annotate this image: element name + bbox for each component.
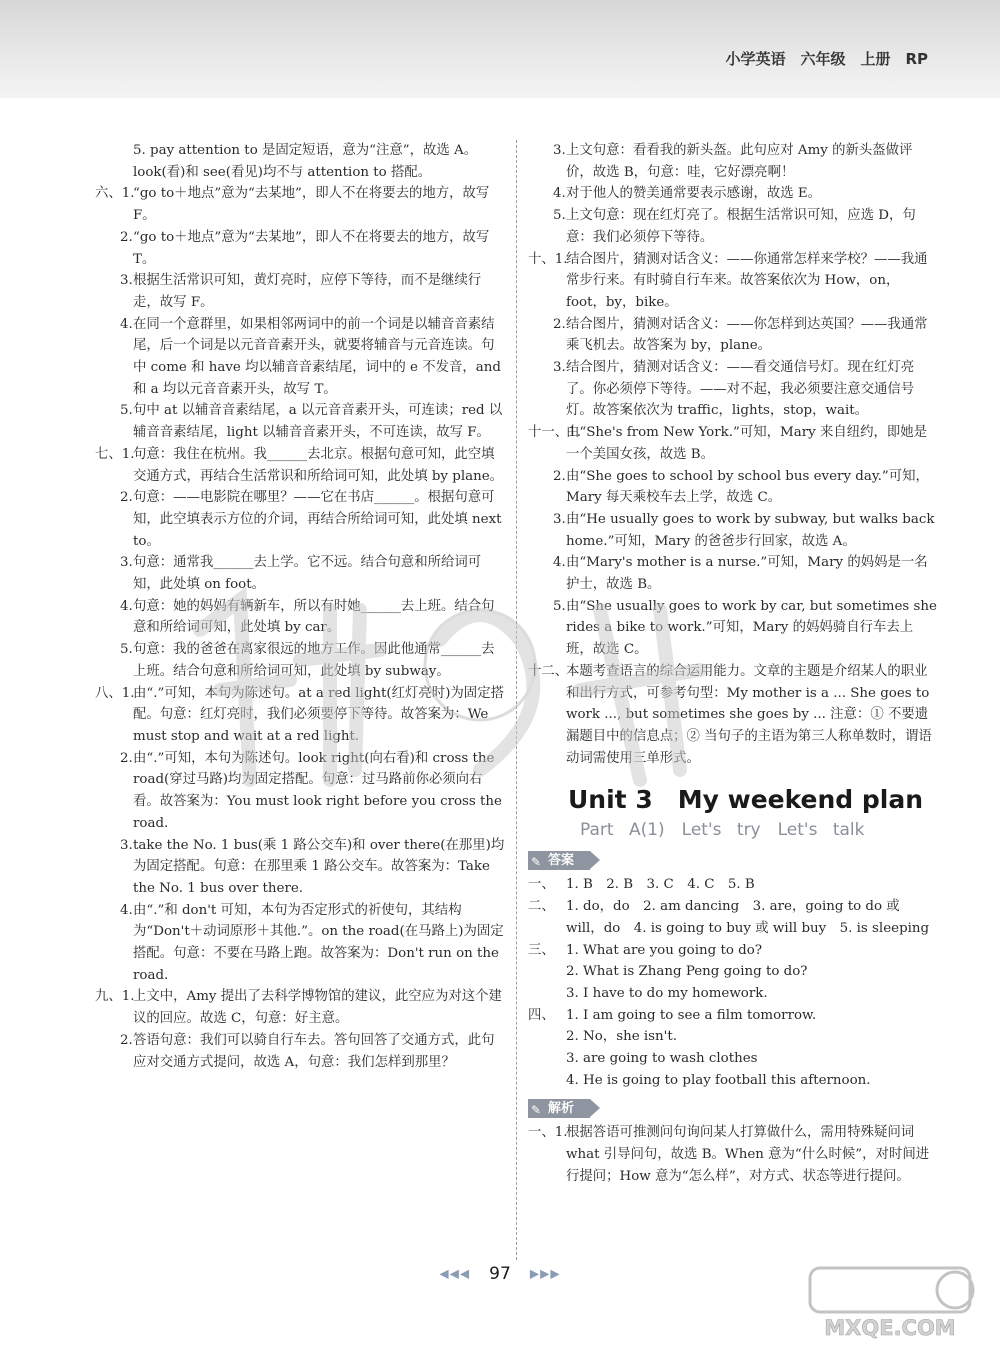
left-column bbox=[95, 140, 507, 1073]
list-item bbox=[95, 835, 507, 900]
item-text: 结合图片，猜测对话含义：——看交通信号灯。现在红灯亮了。你必须停下等待。——对不起，我必须要注意交通信号灯。故答案依次为 traffic，lights，stop，wait。 bbox=[566, 360, 915, 419]
list-item bbox=[95, 140, 507, 162]
list-item bbox=[528, 249, 938, 314]
list-item bbox=[95, 552, 507, 595]
list-item bbox=[95, 183, 507, 226]
item-text: 由“He usually goes to work by subway, but walks back home.”可知，Mary 的爸爸步行回家，故选 A。 bbox=[566, 511, 935, 549]
item-text: 句意：通常我______去上学。它不远。结合句意和所给词可知，此处填 on foot。 bbox=[133, 555, 482, 593]
list-item bbox=[528, 466, 938, 509]
item-number: 3. bbox=[120, 273, 133, 289]
item-text: 3. I have to do my homework. bbox=[566, 985, 768, 1001]
list-item bbox=[528, 509, 938, 552]
item-text: “go to＋地点”意为“去某地”，即人不在将要去的地方，故写 F。 bbox=[133, 186, 490, 224]
item-number: 5. bbox=[120, 403, 133, 419]
item-text: 答语句意：我们可以骑自行车去。答句回答了交通方式，此句应对交通方式提问，故选 A，句意：我们怎样到那里？ bbox=[133, 1032, 495, 1070]
item-number: 九、1. bbox=[95, 989, 135, 1005]
site-logo-mark-icon bbox=[790, 1260, 990, 1316]
list-item bbox=[528, 661, 938, 770]
item-number: 2. bbox=[553, 316, 566, 332]
list-item bbox=[528, 940, 938, 962]
list-item bbox=[528, 1070, 938, 1092]
item-text: 句意：——电影院在哪里？——它在书店______。根据句意可知，此空填表示方位的介词，再结合所给词可知，此处填 next to。 bbox=[133, 490, 502, 549]
item-text: 由“.”可知，本句为陈述句。look right(向右看)和 cross the road(穿过马路)均为固定搭配。句意：过马路前你必须向右看。故答案为：You must look right before you cross the road. bbox=[133, 750, 502, 831]
item-text: 句中 at 以辅音音素结尾，a 以元音音素开头，可连读；red 以辅音音素结尾，light 以辅音音素开头，不可连读，故写 F。 bbox=[133, 403, 503, 441]
list-item bbox=[528, 183, 938, 205]
item-number: 2. bbox=[120, 229, 133, 245]
answers-list bbox=[528, 874, 938, 1091]
item-number: 2. bbox=[553, 468, 566, 484]
item-text: 上文中，Amy 提出了去科学博物馆的建议，此空应为对这个建议的回应。故选 C，句意：好主意。 bbox=[133, 989, 502, 1027]
list-item bbox=[95, 1030, 507, 1073]
item-text: 上文句意：看看我的新头盔。此句应对 Amy 的新头盔做评价，故选 B，句意：哇，它好漂亮啊！ bbox=[566, 143, 913, 180]
item-number: 一、1. bbox=[528, 1125, 568, 1141]
list-item bbox=[95, 400, 507, 443]
item-number: 3. bbox=[120, 837, 133, 853]
analysis-tag-label: 解析 bbox=[548, 1101, 575, 1117]
site-logo bbox=[790, 1260, 990, 1340]
list-item bbox=[95, 748, 507, 835]
list-item bbox=[528, 205, 938, 248]
item-text: 由“She's from New York.”可知，Mary 来自纽约，即她是一个美国女孩，故选 B。 bbox=[566, 425, 928, 462]
list-item bbox=[528, 596, 938, 661]
analysis-list bbox=[528, 1122, 938, 1187]
header-title: 小学英语 六年级 上册 RP bbox=[725, 50, 928, 68]
right-column bbox=[528, 140, 938, 1188]
item-number: 4. bbox=[120, 598, 133, 614]
item-text: 结合图片，猜测对话含义：——你通常怎样来学校？——我通常步行来。有时骑自行车来。故答案依次为 How，on，foot，by，bike。 bbox=[566, 251, 928, 310]
prev-arrows-icon: ◀◀◀ bbox=[439, 1266, 471, 1281]
list-item bbox=[95, 270, 507, 313]
list-item bbox=[95, 683, 507, 748]
item-text: 1. do，do 2. am dancing 3. are，going to do 或 will，do 4. is going to buy 或 will buy 5. is sleeping bbox=[566, 899, 930, 936]
answers-tag-icon: ✎ bbox=[531, 855, 542, 870]
list-item bbox=[528, 874, 938, 896]
list-item bbox=[528, 1005, 938, 1027]
item-number: 2. bbox=[120, 490, 133, 506]
analysis-tag bbox=[528, 1099, 590, 1118]
item-text: 3. are going to wash clothes bbox=[566, 1051, 758, 1067]
item-text: 本题考查语言的综合运用能力。文章的主题是介绍某人的职业和出行方式，可参考句型：My mother is a ... She goes to work ..., but sometimes she goes by ... 注意：① 不要遗漏题目中的信息点；② 当句子的主语为第三人称单数时，谓语动词需使用三单形式。 bbox=[566, 663, 932, 766]
item-text: 1. I am going to see a film tomorrow. bbox=[566, 1007, 817, 1023]
site-logo-text: MXQE.COM bbox=[824, 1316, 956, 1340]
list-item bbox=[528, 961, 938, 983]
column-divider bbox=[516, 140, 517, 1260]
list-item bbox=[528, 552, 938, 595]
item-text: 上文句意：现在红灯亮了。根据生活常识可知，应选 D，句意：我们必须停下等待。 bbox=[566, 208, 916, 245]
item-number: 3. bbox=[553, 511, 566, 527]
item-number: 六、1. bbox=[95, 186, 135, 202]
list-item bbox=[528, 422, 938, 465]
item-text: look(看)和 see(看见)均不与 attention to 搭配。 bbox=[133, 164, 432, 180]
item-text: 句意：她的妈妈有辆新车，所以有时她______去上班。结合句意和所给词可知，此处填 by car。 bbox=[133, 598, 495, 636]
item-number: 一、 bbox=[528, 877, 555, 893]
item-number: 2. bbox=[120, 750, 133, 766]
page-number: 97 bbox=[489, 1263, 511, 1284]
next-arrows-icon: ▶▶▶ bbox=[529, 1266, 561, 1281]
item-number: 5. bbox=[553, 598, 566, 614]
item-text: 由“Mary's mother is a nurse.”可知，Mary 的妈妈是一名护士，故选 B。 bbox=[566, 555, 928, 593]
list-item bbox=[528, 896, 938, 939]
item-text: 1. B 2. B 3. C 4. C 5. B bbox=[566, 877, 755, 893]
item-text: 5. pay attention to 是固定短语，意为“注意”，故选 A。 bbox=[133, 143, 478, 158]
item-text: 对于他人的赞美通常要表示感谢，故选 E。 bbox=[566, 186, 822, 202]
item-text: 4. He is going to play football this afternoon. bbox=[566, 1072, 871, 1088]
list-item bbox=[95, 314, 507, 401]
item-text: 2. What is Zhang Peng going to do? bbox=[566, 964, 808, 980]
unit-title: Unit 3 My weekend plan bbox=[568, 785, 924, 815]
item-text: 句意：我的爸爸在离家很远的地方工作。因此他通常______去上班。结合句意和所给词可知，此处填 by subway。 bbox=[133, 642, 495, 679]
item-text: “go to＋地点”意为“去某地”，即人不在将要去的地方，故写 T。 bbox=[133, 229, 490, 267]
item-text: take the No. 1 bus(乘 1 路公交车)和 over there(在那里)均为固定搭配。句意：在那里乘 1 路公交车。故答案为：Take the No. 1 bus over there. bbox=[133, 837, 505, 896]
list-item bbox=[95, 900, 507, 987]
item-number: 2. bbox=[120, 1032, 133, 1048]
item-number: 七、1. bbox=[95, 446, 135, 462]
item-number: 5. bbox=[553, 208, 566, 224]
list-item bbox=[528, 1026, 938, 1048]
item-number: 十二、 bbox=[528, 663, 569, 679]
item-text: 由“She goes to school by school bus every day.”可知，Mary 每天乘校车去上学，故选 C。 bbox=[566, 468, 929, 506]
list-item bbox=[528, 1048, 938, 1070]
item-text: 由“.”可知，本句为陈述句。at a red light(红灯亮时)为固定搭配。句意：红灯亮时，我们必须要停下等待。故答案为：We must stop and wait at a red light. bbox=[133, 685, 504, 744]
list-item bbox=[95, 986, 507, 1029]
item-text: 结合图片，猜测对话含义：——你怎样到达英国？——我通常乘飞机去。故答案为 by，plane。 bbox=[566, 316, 928, 354]
item-number: 4. bbox=[120, 316, 133, 332]
item-number: 四、 bbox=[528, 1007, 555, 1023]
item-number: 4. bbox=[553, 186, 566, 202]
list-item bbox=[528, 1122, 938, 1187]
item-number: 4. bbox=[553, 555, 566, 571]
item-text: 句意：我住在杭州。我______去北京。根据句意可知，此空填交通方式，再结合生活常识和所给词可知，此处填 by plane。 bbox=[133, 446, 504, 484]
right-explanations bbox=[528, 140, 938, 769]
item-number: 5. bbox=[120, 642, 133, 658]
list-item bbox=[528, 983, 938, 1005]
item-number: 八、1. bbox=[95, 685, 135, 701]
item-text: 根据答语可推测问句询问某人打算做什么，需用特殊疑问词 what 引导问句，故选 B。When 意为“什么时候”，对时间进行提问；How 意为“怎么样”，对方式、状态等进行提问。 bbox=[566, 1125, 930, 1184]
item-text: 2. No，she isn't. bbox=[566, 1029, 677, 1045]
item-text: 1. What are you going to do? bbox=[566, 942, 762, 958]
item-number: 3. bbox=[120, 555, 133, 571]
list-item bbox=[95, 639, 507, 682]
list-item bbox=[528, 357, 938, 422]
answers-tag bbox=[528, 851, 590, 870]
list-item bbox=[528, 140, 938, 183]
item-number: 4. bbox=[120, 902, 133, 918]
list-item bbox=[95, 444, 507, 487]
item-number: 十、1. bbox=[528, 251, 568, 267]
part-subtitle: Part A(1) Let's try Let's talk bbox=[580, 820, 865, 841]
item-number: 3. bbox=[553, 360, 566, 376]
item-number: 二、 bbox=[528, 899, 555, 915]
answers-tag-label: 答案 bbox=[548, 853, 575, 869]
list-item bbox=[95, 227, 507, 270]
list-item bbox=[95, 596, 507, 639]
item-number: 十一、1. bbox=[528, 425, 581, 441]
item-number: 三、 bbox=[528, 942, 555, 958]
item-text: 根据生活常识可知，黄灯亮时，应停下等待，而不是继续行走，故写 F。 bbox=[133, 273, 482, 310]
item-text: 由“.”和 don't 可知，本句为否定形式的祈使句，其结构为“Don't＋动词原形＋其他.”。on the road(在马路上)为固定搭配。句意：不要在马路上跑。故答案为：Don't run on the road. bbox=[133, 902, 504, 983]
item-text: 在同一个意群里，如果相邻两词中的前一个词是以辅音音素结尾，后一个词是以元音音素开头，就要将辅音与元音连读。句中 come 和 have 均以辅音音素结尾，词中的 e 不发音，and 和 a 均以元音音素开头，故写 T。 bbox=[133, 316, 501, 397]
list-item bbox=[528, 314, 938, 357]
analysis-tag-icon: ✎ bbox=[531, 1103, 542, 1118]
list-item bbox=[95, 162, 507, 184]
item-number: 3. bbox=[553, 143, 566, 158]
item-text: 由“She usually goes to work by car, but sometimes she rides a bike to work.”可知，Mary 的妈妈骑自行车去上班，故选 C。 bbox=[566, 598, 937, 658]
list-item bbox=[95, 487, 507, 552]
